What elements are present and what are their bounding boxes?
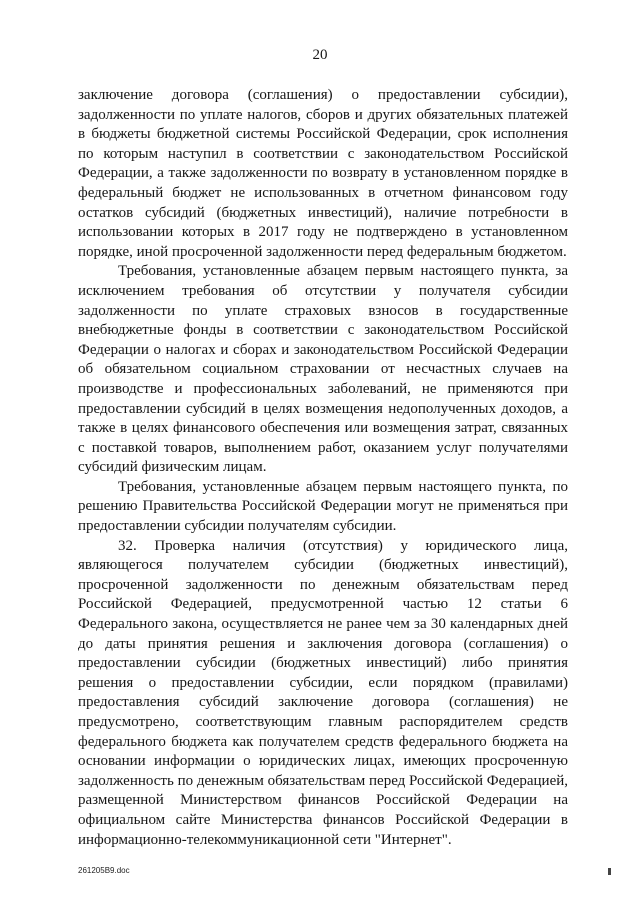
paragraph-continuation: заключение договора (соглашения) о предоставлении субсидии), задолженности по уплате налогов, сборов и других обязательных платежей в бюджеты бюджетной системы Российской Федерации, срок исполнения по которым наступил в соответствии с законодательством Российской Федерации, а также задолженности по возврату в установленном порядке в федеральный бюджет не использованных в отчетном финансовом году остатков субсидий (бюджетных инвестиций), наличие потребности в использовании которых в 2017 году не подтверждено в установленном порядке, иной просроченной задолженности перед федеральным бюджетом.: [78, 87, 568, 260]
paragraph-requirements-exceptions: Требования, установленные абзацем первым настоящего пункта, за исключением требования об отсутствии у получателя субсидии задолженности по уплате страховых взносов в государственные внебюджетные фонды в соответствии с законодательством Российской Федерации о налогах и сборах и законодательством Российской Федерации об обязательном социальном страховании от несчастных случаев на производстве и профессиональных заболеваний, не применяются при предоставлении субсидий в целях возмещения недополученных доходов, а также в целях финансового обеспечения или возмещения затрат, связанных с поставкой товаров, выполнением работ, оказанием услуг получателями субсидий физическим лицам.: [78, 263, 568, 476]
footer-document-code: 261205B9.doc: [78, 866, 130, 875]
page-number: 20: [312, 47, 328, 63]
paragraph-item-32: 32. Проверка наличия (отсутствия) у юридического лица, являющегося получателем субсидии (бюджетных инвестиций), просроченной задолженности по денежным обязательствам перед Российской Федерацией, предусмотренной частью 12 статьи 6 Федерального закона, осуществляется не ранее чем за 30 календарных дней до даты принятия решения и заключения договора (соглашения) о предоставлении субсидии (бюджетных инвестиций) либо принятия решения о предоставлении субсидии, если порядком (правилами) предоставления субсидий заключение договора (соглашения) не предусмотрено, соответствующим главным распорядителем средств федерального бюджета как получателем средств федерального бюджета на основании информации о юридических лицах, имеющих просроченную задолженность по денежным обязательствам перед Российской Федерацией, размещенной Министерством финансов Российской Федерации на официальном сайте Министерства финансов Российской Федерации в информационно-телекоммуникационной сети "Интернет".: [78, 537, 568, 848]
page-edge-mark: [608, 868, 611, 875]
paragraph-government-decision: Требования, установленные абзацем первым настоящего пункта, по решению Правительства Российской Федерации могут не применяться при предоставлении субсидии получателям субсидии.: [78, 478, 568, 535]
document-body: [78, 86, 568, 850]
